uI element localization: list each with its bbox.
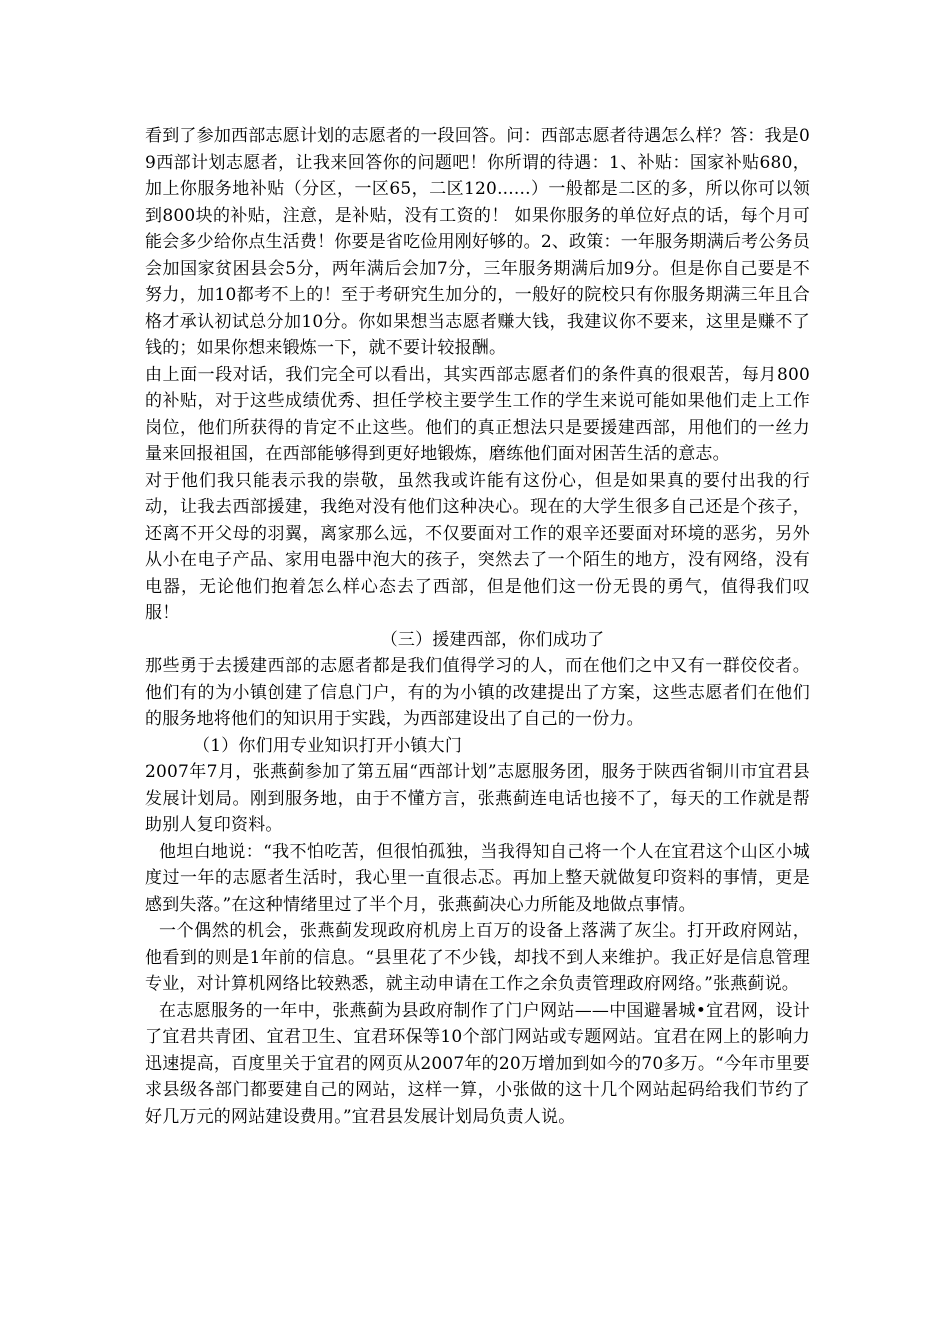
subheading: （1）你们用专业知识打开小镇大门 [193,735,463,756]
document-page [145,123,810,1130]
section-heading: （三）援建西部，你们成功了 [380,629,605,650]
paragraph-analysis: 由上面一段对话，我们完全可以看出，其实西部志愿者们的条件真的很艰苦，每月800的补贴，对于这些成绩优秀、担任学校主要学生工作的学生来说可能如果他们走上工作岗位，他们所获得的肯定不止这些。他们的真正想法只是要援建西部，用他们的一丝力量来回报祖国，在西部能够得到更好地锻炼，磨练他们面对困苦生活的意志。 [145,364,810,464]
paragraph-admiration: 对于他们我只能表示我的崇敬，虽然我或许能有这份心，但是如果真的要付出我的行动，让我去西部援建，我绝对没有他们这种决心。现在的大学生很多自己还是个孩子，还离不开父母的羽翼，离家那么远，不仅要面对工作的艰辛还要面对环境的恶劣，另外从小在电子产品、家用电器中泡大的孩子，突然去了一个陌生的地方，没有网络，没有电器，无论他们抱着怎么样心态去了西部，但是他们这一份无畏的勇气，值得我们叹服！ [145,470,810,623]
story-paragraph-3: 一个偶然的机会，张燕蓟发现政府机房上百万的设备上落满了灰尘。打开政府网站，他看到的则是1年前的信息。“县里花了不少钱，却找不到人来维护。我正好是信息管理专业，对计算机网络比较熟悉，就主动申请在工作之余负责管理政府网络。”张燕蓟说。 [145,921,810,994]
story-paragraph-4: 在志愿服务的一年中，张燕蓟为县政府制作了门户网站——中国避暑城•宜君网，设计了宜君共青团、宜君卫生、宜君环保等10个部门网站或专题网站。宜君在网上的影响力迅速提高，百度里关于宜君的网页从2007年的20万增加到如今的70多万。“今年市里要求县级各部门都要建自己的网站，这样一算，小张做的这十几个网站起码给我们节约了好几万元的网站建设费用。”宜君县发展计划局负责人说。 [145,1000,810,1127]
paragraph-volunteer-answer: 看到了参加西部志愿计划的志愿者的一段回答。问：西部志愿者待遇怎么样？答：我是09西部计划志愿者，让我来回答你的问题吧！你所谓的待遇：1、补贴：国家补贴680，加上你服务地补贴（分区，一区65，二区120......）一般都是二区的多，所以你可以领到800块的补贴，注意，是补贴，没有工资的！ 如果你服务的单位好点的话，每个月可能会多少给你点生活费！你要是省吃俭用刚好够的。2、政策：一年服务期满后考公务员会加国家贫困县会5分，两年满后会加7分，三年服务期满后加9分。但是你自己要是不努力，加10都考不上的！至于考研究生加分的，一般好的院校只有你服务期满三年且合格才承认初试总分加10分。你如果想当志愿者赚大钱，我建议你不要来，这里是赚不了钱的；如果你想来锻炼一下，就不要计较报酬。 [145,126,810,358]
story-paragraph-2: 他坦白地说：“我不怕吃苦，但很怕孤独，当我得知自己将一个人在宜君这个山区小城度过一年的志愿者生活时，我心里一直很忐忑。再加上整天就做复印资料的事情，更是感到失落。”在这种情绪里过了半个月，张燕蓟决心力所能及地做点事情。 [145,841,810,915]
story-paragraph-1: 2007年7月，张燕蓟参加了第五届“西部计划”志愿服务团，服务于陕西省铜川市宜君县发展计划局。刚到服务地，由于不懂方言，张燕蓟连电话也接不了，每天的工作就是帮助别人复印资料。 [145,762,810,835]
section-intro: 那些勇于去援建西部的志愿者都是我们值得学习的人，而在他们之中又有一群佼佼者。他们有的为小镇创建了信息门户，有的为小镇的改建提出了方案，这些志愿者们在他们的服务地将他们的知识用于实践，为西部建设出了自己的一份力。 [145,656,810,729]
